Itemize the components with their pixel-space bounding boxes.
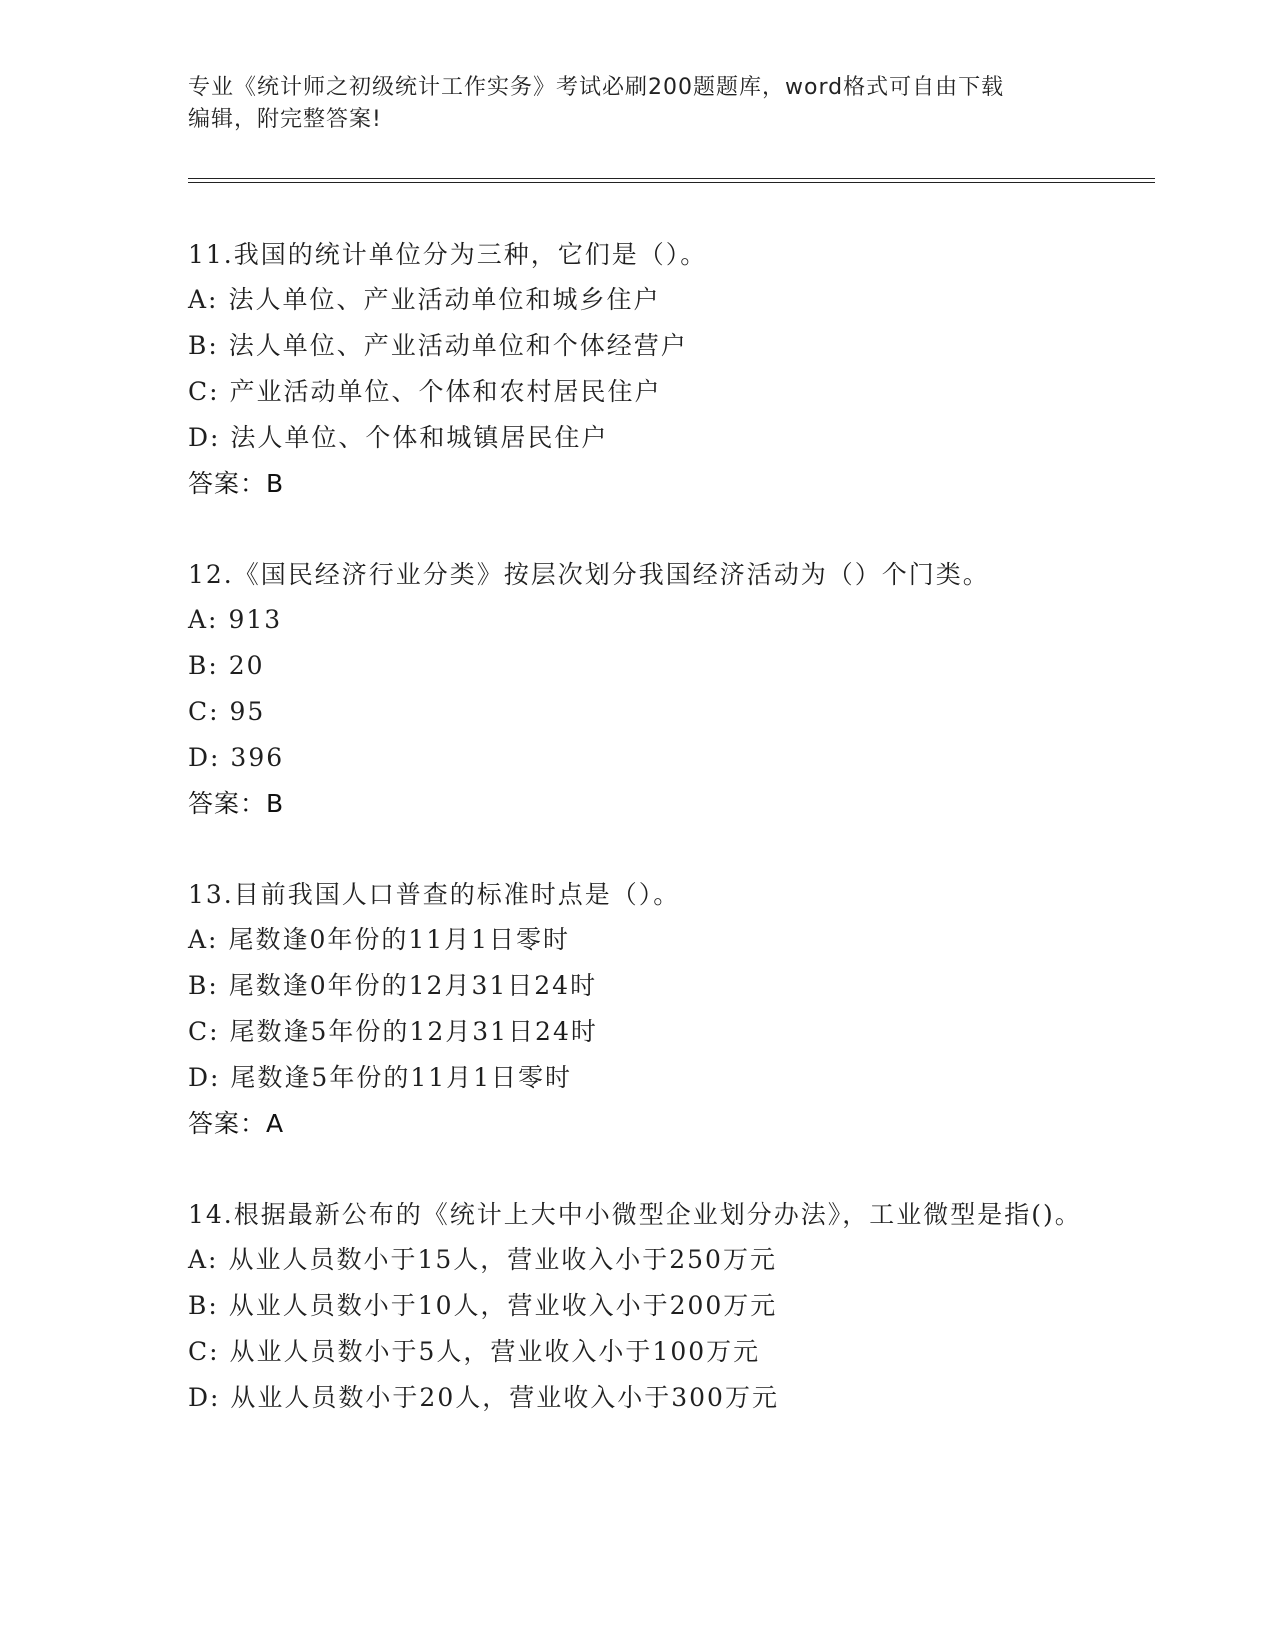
option-letter: A: xyxy=(188,1245,219,1274)
question-14 xyxy=(188,1192,1088,1421)
option-a xyxy=(188,277,1088,323)
option-letter: D: xyxy=(188,1383,221,1412)
option-letter: C: xyxy=(188,1017,220,1046)
option-text: 20 xyxy=(228,651,265,680)
option-c xyxy=(188,689,1088,735)
answer: 答案：A xyxy=(188,1109,285,1138)
question-13 xyxy=(188,872,1088,1147)
option-text: 尾数逢5年份的12月31日24时 xyxy=(229,1017,598,1046)
document-header xyxy=(188,72,1068,136)
option-c xyxy=(188,1009,1088,1055)
option-letter: A: xyxy=(188,925,219,954)
option-a xyxy=(188,917,1088,963)
option-letter: C: xyxy=(188,697,220,726)
option-letter: B: xyxy=(188,651,219,680)
option-b xyxy=(188,323,1088,369)
option-a xyxy=(188,597,1088,643)
option-c xyxy=(188,1329,1088,1375)
answer: 答案：B xyxy=(188,789,285,818)
option-b xyxy=(188,1283,1088,1329)
answer: 答案：B xyxy=(188,469,285,498)
option-letter: D: xyxy=(188,1063,221,1092)
option-letter: A: xyxy=(188,605,219,634)
option-text: 法人单位、个体和城镇居民住户 xyxy=(230,423,609,452)
option-text: 尾数逢5年份的11月1日零时 xyxy=(230,1063,573,1092)
option-text: 产业活动单位、个体和农村居民住户 xyxy=(229,377,662,406)
question-stem: 12.《国民经济行业分类》按层次划分我国经济活动为（）个门类。 xyxy=(188,560,990,589)
option-text: 从业人员数小于15人，营业收入小于250万元 xyxy=(228,1245,777,1274)
header-line-1: 专业《统计师之初级统计工作实务》考试必刷200题题库，word格式可自由下载 xyxy=(188,75,1005,100)
header-divider-bottom xyxy=(188,182,1155,183)
option-text: 396 xyxy=(230,743,285,772)
question-stem: 14.根据最新公布的《统计上大中小微型企业划分办法》，工业微型是指()。 xyxy=(188,1200,1082,1229)
option-text: 尾数逢0年份的12月31日24时 xyxy=(228,971,598,1000)
option-d xyxy=(188,1055,1088,1101)
option-d xyxy=(188,735,1088,781)
option-text: 从业人员数小于5人，营业收入小于100万元 xyxy=(229,1337,761,1366)
option-letter: C: xyxy=(188,377,220,406)
question-stem: 13.目前我国人口普查的标准时点是（）。 xyxy=(188,880,681,909)
option-text: 法人单位、产业活动单位和个体经营户 xyxy=(228,331,688,360)
question-stem: 11.我国的统计单位分为三种，它们是（）。 xyxy=(188,240,708,269)
option-a xyxy=(188,1237,1088,1283)
option-letter: B: xyxy=(188,971,219,1000)
option-d xyxy=(188,415,1088,461)
option-text: 从业人员数小于10人，营业收入小于200万元 xyxy=(228,1291,778,1320)
option-b xyxy=(188,643,1088,689)
option-letter: D: xyxy=(188,743,221,772)
option-letter: A: xyxy=(188,285,219,314)
option-c xyxy=(188,369,1088,415)
question-11 xyxy=(188,232,1088,507)
option-text: 尾数逢0年份的11月1日零时 xyxy=(228,925,571,954)
option-letter: B: xyxy=(188,331,219,360)
option-text: 913 xyxy=(228,605,283,634)
option-text: 从业人员数小于20人，营业收入小于300万元 xyxy=(230,1383,779,1412)
option-letter: B: xyxy=(188,1291,219,1320)
question-12 xyxy=(188,552,1088,827)
option-letter: D: xyxy=(188,423,221,452)
option-text: 95 xyxy=(229,697,266,726)
option-b xyxy=(188,963,1088,1009)
header-line-2: 编辑，附完整答案! xyxy=(188,107,382,132)
option-text: 法人单位、产业活动单位和城乡住户 xyxy=(228,285,661,314)
option-d xyxy=(188,1375,1088,1421)
header-divider-top xyxy=(188,178,1155,179)
option-letter: C: xyxy=(188,1337,220,1366)
